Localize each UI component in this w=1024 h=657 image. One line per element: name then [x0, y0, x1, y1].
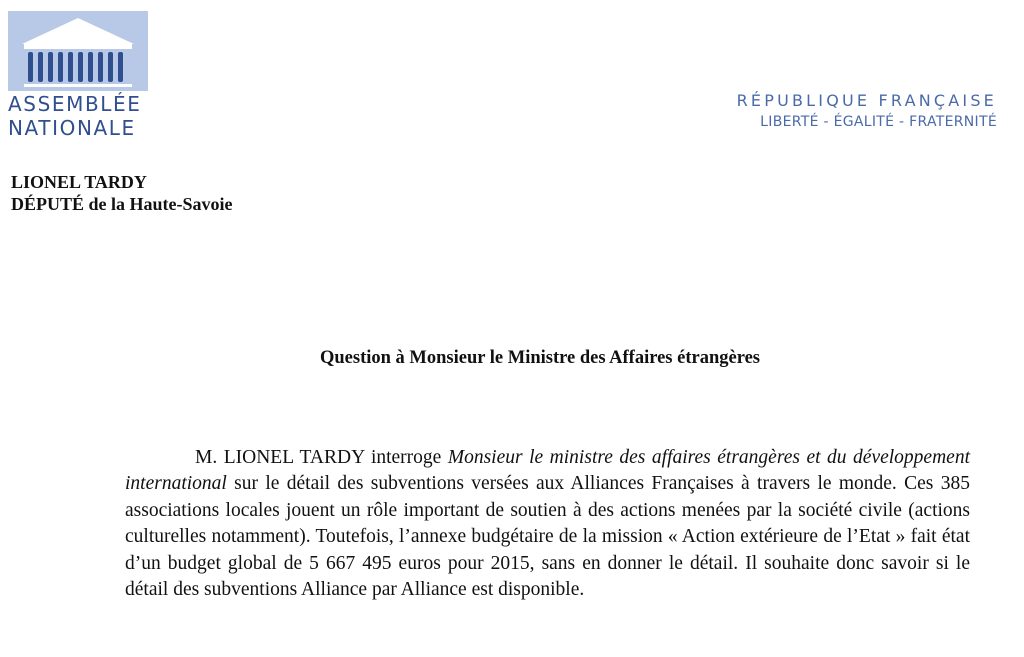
republique-title: RÉPUBLIQUE FRANÇAISE [736, 91, 997, 110]
republique-francaise-header [737, 90, 997, 132]
deputy-name: LIONEL TARDY [11, 172, 147, 192]
question-body [125, 445, 970, 604]
deputy-role: DÉPUTÉ de la Haute-Savoie [11, 194, 233, 214]
republique-motto: LIBERTÉ - ÉGALITÉ - FRATERNITÉ [760, 114, 997, 130]
assemblee-building-icon [8, 11, 148, 91]
question-text: sur le détail des subventions versées aux Alliances Françaises à travers le monde. Ces 385 associations locales jouent un rôle important de soutien à des actions menées par la société civile (actions culturelles notamment). Toutefois, l’annexe budgétaire de la mission « Action extérieure de l’Etat » fait état d’un budget global de 5 667 495 euros pour 2015, sans en donner le détail. Il souhaite donc savoir si le détail des subventions Alliance par Alliance est disponible. [125, 473, 970, 600]
question-title: Question à Monsieur le Ministre des Affaires étrangères [319, 348, 760, 368]
logo-text-line1: ASSEMBLÉE [8, 92, 142, 116]
question-lead: M. LIONEL TARDY interroge [195, 446, 448, 468]
logo-text-line2: NATIONALE [8, 116, 136, 140]
question-addressee: Monsieur le ministre des affaires étrangères et du développement international [125, 446, 970, 494]
deputy-block [11, 171, 233, 215]
assemblee-nationale-logo [8, 11, 150, 139]
